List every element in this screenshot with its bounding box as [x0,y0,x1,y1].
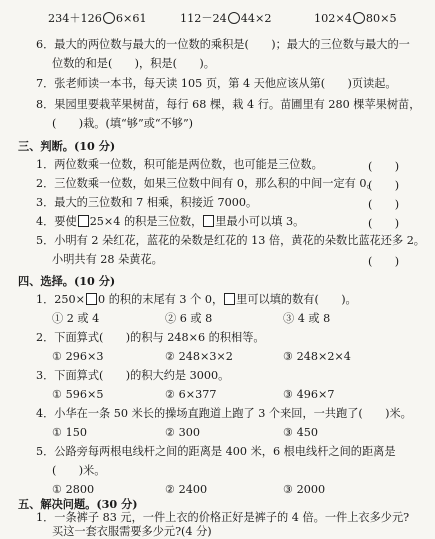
compare-a-left: 234＋126 [48,12,102,25]
compare-row-c [314,12,397,26]
judge-paren-5[interactable]: ( ) [368,255,400,268]
section-choice-title: 四、选择。(10 分) [18,274,116,288]
choice-q1 [36,293,357,307]
judge-item-4 [36,215,304,229]
solve-q1-line1: 1．一条裤子 83 元，一件上衣的价格正好是裤子的 4 倍。一件上衣多少元? [36,511,410,524]
q8-line2: ( )栽。(填“够”或“不够”) [52,117,194,130]
q6-line2: 位数的和是( )，积是( )。 [52,57,215,70]
choice-q5-line2: ( )米。 [52,464,106,477]
choice-q1-opt1[interactable]: ① 2 或 4 [52,312,100,325]
judge-box-4a[interactable] [78,215,89,227]
compare-circle-c[interactable] [353,12,365,24]
judge-paren-1[interactable]: ( ) [368,160,400,173]
choice-q1-pre: 1．250× [36,293,86,306]
choice-q5-opt3[interactable]: ③ 2000 [283,483,326,496]
choice-q1-opt2[interactable]: ② 6 或 8 [165,312,213,325]
judge-paren-4[interactable]: ( ) [368,217,400,230]
compare-a-right: 6×61 [115,12,147,25]
judge-item-2: 2．三位数乘一位数，如果三位数中间有 0，那么积的中间一定有 0。 [36,177,378,190]
judge-item-1: 1．两位数乘一位数，积可能是两位数，也可能是三位数。 [36,158,323,171]
judge-item-3: 3．最大的三位数和 7 相乘，积接近 7000。 [36,196,258,209]
choice-q1-opt3[interactable]: ③ 4 或 8 [283,312,331,325]
choice-q4-opt2[interactable]: ② 300 [165,426,200,439]
compare-row-b [180,12,272,26]
choice-q3-opt1[interactable]: ① 596×5 [52,388,104,401]
q7-line: 7．张老师读一本书，每天读 105 页，第 4 天他应该从第( )页读起。 [36,77,397,90]
section-judge-title: 三、判断。(10 分) [18,139,116,153]
judge-box-4b[interactable] [203,215,214,227]
choice-q1-mid: 0 的积的末尾有 3 个 0， [98,293,224,306]
choice-q3-opt2[interactable]: ② 6×377 [165,388,217,401]
judge-paren-3[interactable]: ( ) [368,198,400,211]
judge-paren-2[interactable]: ( ) [368,179,400,192]
judge-item-4-mid: 25×4 的积是三位数， [89,215,203,228]
choice-q2-opt2[interactable]: ② 248×3×2 [165,350,233,363]
compare-circle-a[interactable] [103,12,115,24]
compare-b-right: 44×2 [240,12,272,25]
q8-line1: 8．果园里要栽苹果树苗，每行 68 棵，栽 4 行。苗圃里有 280 棵苹果树苗， [36,98,421,111]
choice-q1-post: 里可以填的数有( )。 [236,293,357,306]
choice-q5-opt2[interactable]: ② 2400 [165,483,208,496]
compare-circle-b[interactable] [228,12,240,24]
judge-item-4-post: 里最小可以填 3。 [215,215,305,228]
choice-q5-opt1[interactable]: ① 2800 [52,483,95,496]
choice-q3: 3．下面算式( )的积大约是 3000。 [36,369,230,382]
choice-q1-box-a[interactable] [86,293,97,305]
compare-c-left: 102×4 [314,12,352,25]
section-solve-title: 五、解决问题。(30 分) [18,497,138,511]
choice-q5-line1: 5．公路旁每两根电线杆之间的距离是 400 米，6 根电线杆之间的距离是 [36,445,396,458]
choice-q2-opt3[interactable]: ③ 248×2×4 [283,350,351,363]
q6-line1: 6．最大的两位数与最大的一位数的乘积是( )；最大的三位数与最大的一 [36,38,410,51]
choice-q4: 4．小华在一条 50 米长的操场直跑道上跑了 3 个来回，一共跑了( )米。 [36,407,412,420]
judge-item-5-line1: 5．小明有 2 朵红花，蓝花的朵数是红花的 13 倍，黄花的朵数比蓝花还多 2。 [36,234,425,247]
judge-item-4-pre: 4．要使 [36,215,77,228]
choice-q1-box-b[interactable] [224,293,235,305]
choice-q2-opt1[interactable]: ① 296×3 [52,350,104,363]
compare-c-right: 80×5 [365,12,397,25]
compare-b-left: 112－24 [180,12,227,25]
solve-q1-line2: 买这一套衣服需要多少元?(4 分) [52,525,212,538]
choice-q3-opt3[interactable]: ③ 496×7 [283,388,335,401]
choice-q4-opt1[interactable]: ① 150 [52,426,87,439]
choice-q4-opt3[interactable]: ③ 450 [283,426,318,439]
compare-row [48,12,147,26]
choice-q2: 2．下面算式( )的积与 248×6 的积相等。 [36,331,265,344]
judge-item-5-line2: 小明共有 28 朵黄花。 [52,253,163,266]
